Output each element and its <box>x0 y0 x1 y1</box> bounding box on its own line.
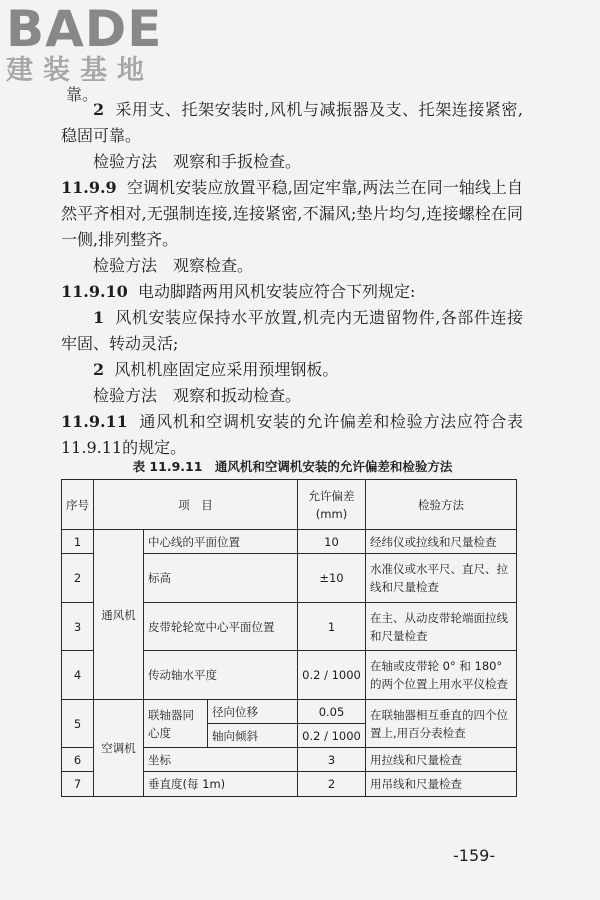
paragraph-text: 通风机和空调机安装的允许偏差和检验方法应符合表11.9.11的规定。 <box>61 412 523 457</box>
row-method: 在主、从动皮带轮端面拉线和尺量检查 <box>366 603 517 651</box>
carryover-text: 靠。 <box>66 85 99 104</box>
table-row <box>62 700 517 724</box>
row-seq: 3 <box>62 603 94 651</box>
logo-latin-text: BADE <box>6 0 163 58</box>
row-method: 在轴或皮带轮 0° 和 180° 的两个位置上用水平仪检查 <box>366 651 517 700</box>
row-item: 标高 <box>144 554 298 603</box>
row-tolerance: 3 <box>298 748 366 772</box>
row-tolerance: 2 <box>298 772 366 797</box>
row-item: 坐标 <box>144 748 298 772</box>
row-seq: 1 <box>62 530 94 554</box>
row-item: 传动轴水平度 <box>144 651 298 700</box>
clause-number: 2 <box>93 100 105 119</box>
row-item: 皮带轮轮宽中心平面位置 <box>144 603 298 651</box>
paragraph-text: 采用支、托架安装时,风机与减振器及支、托架连接紧密,稳固可靠。 <box>61 100 523 145</box>
clause-number: 11.9.11 <box>61 412 128 431</box>
header-seq: 序号 <box>62 480 94 530</box>
logo-cjk-text: 建装基地 <box>6 55 154 86</box>
page-number: -159- <box>453 846 496 865</box>
row-tolerance: ±10 <box>298 554 366 603</box>
clause-11-9-10 <box>61 279 523 305</box>
row-seq: 5 <box>62 700 94 748</box>
group-fan: 通风机 <box>94 530 144 700</box>
inspection-method: 检验方法 观察和扳动检查。 <box>93 386 302 405</box>
header-tolerance: 允许偏差(mm) <box>298 480 366 530</box>
paragraph-text: 风机机座固定应采用预埋钢板。 <box>114 360 339 379</box>
paragraph-item-1 <box>61 305 523 357</box>
paragraph-text: 电动脚踏两用风机安装应符合下列规定: <box>137 282 416 301</box>
paragraph-text: 风机安装应保持水平放置,机壳内无遗留物件,各部件连接牢固、转动灵活; <box>61 308 523 353</box>
row-tolerance: 0.05 <box>298 700 366 724</box>
row-tolerance: 1 <box>298 603 366 651</box>
row-seq: 4 <box>62 651 94 700</box>
table-row <box>62 530 517 554</box>
row-item: 轴向倾斜 <box>208 724 298 748</box>
body-text <box>61 97 523 461</box>
row-item: 垂直度(每 1m) <box>144 772 298 797</box>
row-method: 用吊线和尺量检查 <box>366 772 517 797</box>
row-method: 在联轴器相互垂直的四个位置上,用百分表检查 <box>366 700 517 748</box>
table-caption: 表 11.9.11 通风机和空调机安装的允许偏差和检验方法 <box>132 459 453 474</box>
inspection-method: 检验方法 观察和手扳检查。 <box>93 152 302 171</box>
coupling-concentricity: 联轴器同心度 <box>144 700 208 748</box>
row-item: 中心线的平面位置 <box>144 530 298 554</box>
group-ac: 空调机 <box>94 700 144 797</box>
row-tolerance: 10 <box>298 530 366 554</box>
row-method: 水准仪或水平尺、直尺、拉线和尺量检查 <box>366 554 517 603</box>
row-seq: 6 <box>62 748 94 772</box>
row-method: 用拉线和尺量检查 <box>366 748 517 772</box>
row-tolerance: 0.2 / 1000 <box>298 724 366 748</box>
row-item: 径向位移 <box>208 700 298 724</box>
paragraph-item-2 <box>61 97 523 149</box>
clause-number: 11.9.9 <box>61 178 117 197</box>
paragraph-item-2 <box>61 357 523 383</box>
clause-number: 11.9.10 <box>61 282 128 301</box>
clause-11-9-11 <box>61 409 523 461</box>
row-tolerance: 0.2 / 1000 <box>298 651 366 700</box>
header-item: 项 目 <box>94 480 298 530</box>
inspection-method: 检验方法 观察检查。 <box>93 256 254 275</box>
watermark-logo <box>6 2 176 86</box>
row-seq: 7 <box>62 772 94 797</box>
header-method: 检验方法 <box>366 480 517 530</box>
paragraph-text: 空调机安装应放置平稳,固定牢靠,两法兰在同一轴线上自然平齐相对,无强制连接,连接紧密,不漏风;垫片均匀,连接螺栓在同一侧,排列整齐。 <box>61 178 523 249</box>
row-method: 经纬仪或拉线和尺量检查 <box>366 530 517 554</box>
tolerance-table <box>61 479 517 797</box>
clause-number: 2 <box>93 360 105 379</box>
clause-11-9-9 <box>61 175 523 253</box>
row-seq: 2 <box>62 554 94 603</box>
clause-number: 1 <box>93 308 105 327</box>
table-header-row <box>62 480 517 530</box>
